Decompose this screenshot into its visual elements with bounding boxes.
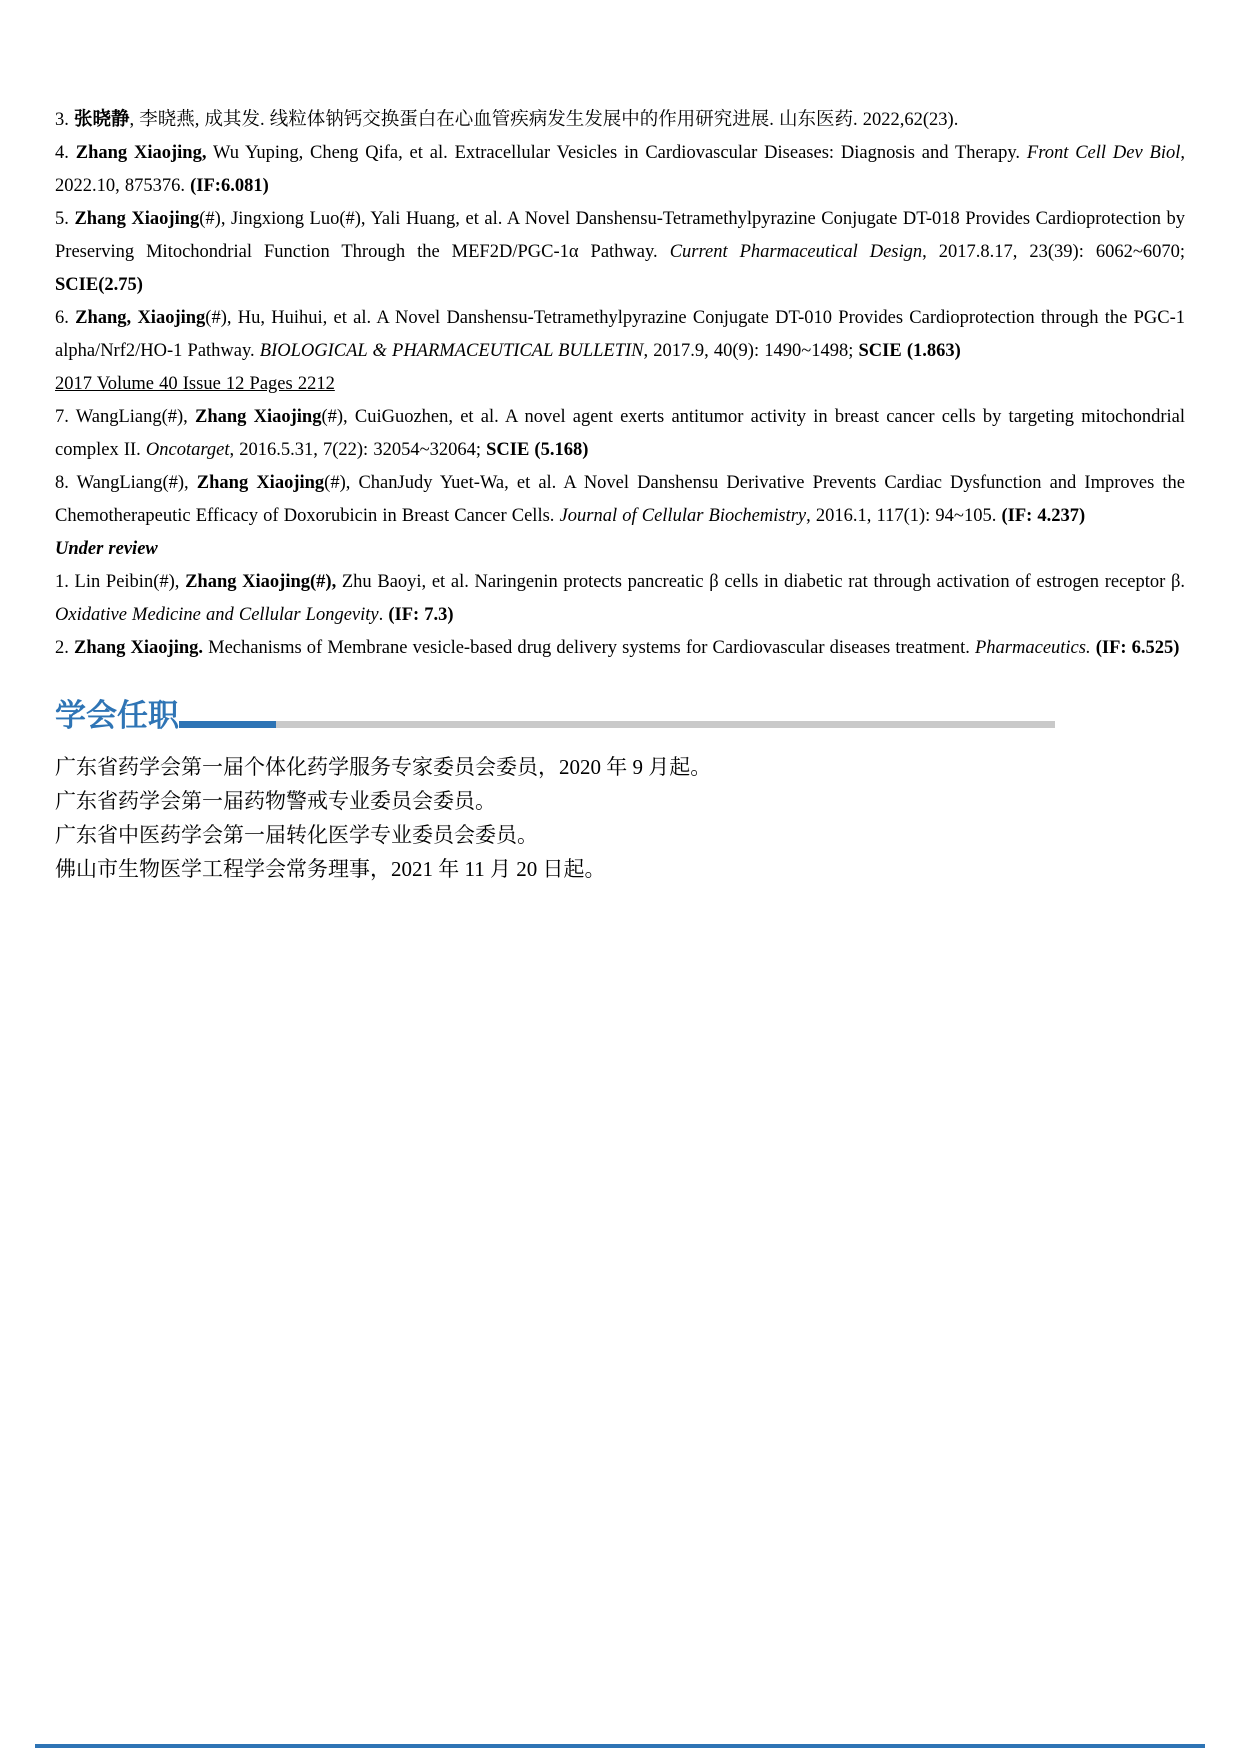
text-run: , 2017.9, 40(9): 1490~1498;: [643, 341, 859, 361]
text-run: (#), Hu, Huihui, et al. A Novel Danshensu-Tetramethylpyrazine Conjugate DT-010 Provides Cardioprotection through the PGC-1 alpha/Nrf2/HO-1 Pathway.: [55, 308, 1185, 361]
membership-item: 广东省药学会第一届药物警戒专业委员会委员。: [55, 789, 496, 813]
under-review-item-1: [55, 566, 1185, 632]
publication-item-5: [55, 203, 1185, 302]
text-run: , 2016.5.31, 7(22): 32054~32064;: [229, 440, 487, 460]
text-run: SCIE (1.863): [858, 341, 961, 361]
text-run: 4.: [55, 143, 76, 163]
text-run: , 2022.10, 875376.: [55, 143, 1185, 196]
text-run: Journal of Cellular Biochemistry: [559, 506, 807, 526]
text-run: 6.: [55, 308, 76, 328]
text-run: Pharmaceutics.: [975, 638, 1091, 658]
section-bar-gray: [276, 721, 1055, 728]
text-run: Zhang Xiaojing.: [74, 638, 204, 658]
publications-section: [55, 104, 1185, 665]
membership-item: 广东省中医药学会第一届转化医学专业委员会委员。: [55, 823, 538, 847]
text-run: Zhang, Xiaojing: [75, 308, 206, 328]
text-run: 8. WangLiang(#),: [55, 473, 197, 493]
text-run: 5.: [55, 209, 75, 229]
text-run: Oncotarget: [145, 440, 230, 460]
text-run: Wu Yuping, Cheng Qifa, et al. Extracellular Vesicles in Cardiovascular Diseases: Diagnosis and Therapy.: [206, 143, 1027, 163]
text-run: 3.: [55, 110, 74, 130]
publication-item-3: [55, 104, 1185, 137]
text-run: Zhu Baoyi, et al. Naringenin protects pancreatic β cells in diabetic rat through activation of estrogen receptor β.: [336, 572, 1186, 592]
text-run: SCIE(2.75): [55, 275, 143, 295]
text-run: (IF: 4.237): [1001, 506, 1086, 526]
text-run: , 2017.8.17, 23(39): 6062~6070;: [922, 242, 1185, 262]
text-run: Zhang Xiaojing: [74, 209, 200, 229]
text-run: Zhang Xiaojing(#),: [185, 572, 337, 592]
publication-item-4: [55, 137, 1185, 203]
text-run: Zhang Xiaojing: [196, 473, 325, 493]
text-run: 7. WangLiang(#),: [55, 407, 195, 427]
text-run: (#), ChanJudy Yuet-Wa, et al. A Novel Danshensu Derivative Prevents Cardiac Dysfunction and Improves the Chemotherapeutic Efficacy of Doxorubicin in Breast Cancer Cells.: [55, 473, 1185, 526]
publication-item-8: [55, 467, 1185, 533]
publication-item-7: [55, 401, 1185, 467]
text-run: .: [378, 605, 389, 625]
text-run: BIOLOGICAL & PHARMACEUTICAL BULLETIN: [259, 341, 644, 361]
section-bar-blue: [179, 721, 276, 728]
text-run: Front Cell Dev Biol: [1026, 143, 1181, 163]
memberships-section: [55, 750, 1185, 886]
publication-item-6: [55, 302, 1185, 368]
text-run: Current Pharmaceutical Design: [669, 242, 923, 262]
text-run: 2017 Volume 40 Issue 12 Pages 2212: [55, 374, 335, 394]
text-run: (IF:6.081): [190, 176, 269, 196]
footer-rule: [35, 1744, 1205, 1748]
text-run: Zhang Xiaojing,: [75, 143, 207, 163]
text-run: 2.: [55, 638, 74, 658]
text-run: (#), CuiGuozhen, et al. A novel agent exerts antitumor activity in breast cancer cells by targeting mitochondrial complex II.: [55, 407, 1185, 460]
section-header: [55, 692, 1185, 734]
section-title: 学会任职: [55, 698, 179, 733]
membership-item: 广东省药学会第一届个体化药学服务专家委员会委员，2020 年 9 月起。: [55, 755, 712, 779]
text-run: Zhang Xiaojing: [195, 407, 322, 427]
text-run: 张晓静: [74, 110, 130, 130]
text-run: (IF: 7.3): [388, 605, 454, 625]
text-run: Mechanisms of Membrane vesicle-based drug delivery systems for Cardiovascular diseases treatment.: [203, 638, 975, 658]
membership-item: 佛山市生物医学工程学会常务理事，2021 年 11 月 20 日起。: [55, 857, 606, 881]
text-run: Under review: [55, 539, 158, 559]
under-review-label: [55, 533, 1185, 566]
text-run: 1. Lin Peibin(#),: [55, 572, 186, 592]
text-run: SCIE (5.168): [486, 440, 589, 460]
text-run: , 2016.1, 117(1): 94~105.: [806, 506, 1002, 526]
text-run: Oxidative Medicine and Cellular Longevity: [55, 605, 379, 625]
under-review-item-2: [55, 632, 1185, 665]
document-content: [55, 104, 1185, 886]
text-run: , 李晓燕, 成其发. 线粒体钠钙交换蛋白在心血管疾病发生发展中的作用研究进展. 山东医药. 2022,62(23).: [129, 110, 959, 130]
publication-item-6-note: [55, 368, 1185, 401]
text-run: (#), Jingxiong Luo(#), Yali Huang, et al. A Novel Danshensu-Tetramethylpyrazine Conjugate DT-018 Provides Cardioprotection by Preserving Mitochondrial Function Through the MEF2D/PGC-1α Pathway.: [55, 209, 1186, 262]
text-run: (IF: 6.525): [1095, 638, 1180, 658]
